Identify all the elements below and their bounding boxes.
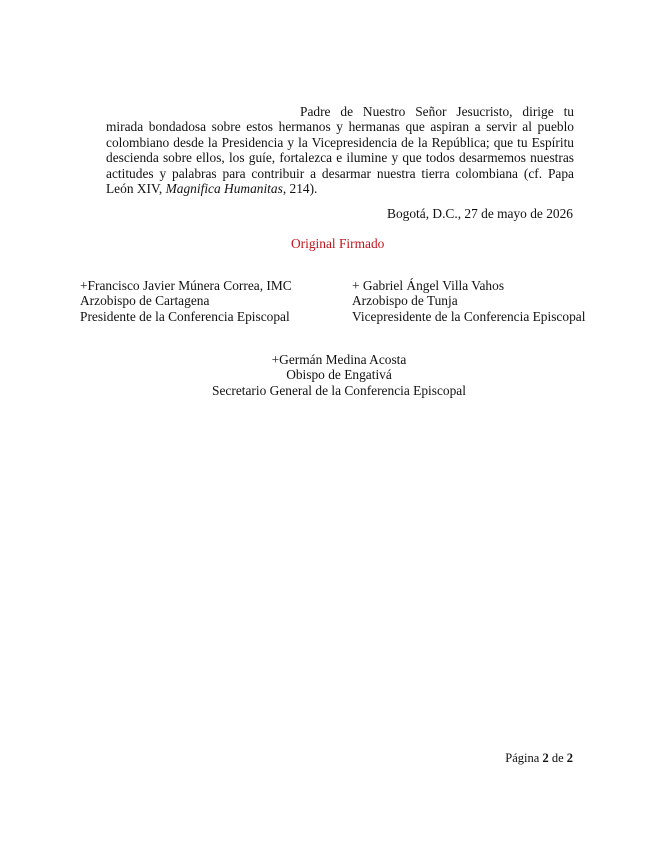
page-number [505,750,573,766]
signatory-name: +Germán Medina Acosta [271,352,407,367]
signatory-name: +Francisco Javier Múnera Correa, IMC [80,278,292,293]
page-number-total: 2 [566,751,573,765]
signatory-secretary-general [0,352,651,398]
prayer-body: mirada bondadosa sobre estos hermanos y hermanas que aspiran a servir al pueblo colombiano desde la Presidencia y la Vicepresidencia de la República; que tu Espíritu descienda sobre ellos, los guíe, fortalezca e ilumine y que todos desarmemos nuestras actitudes y palabras para contribuir a desarmar nuestra tierra colombiana (cf. Papa León XIV, [106,119,574,197]
signatory-president [80,278,292,324]
page-number-middle: de [548,751,567,765]
signatory-title: Arzobispo de Cartagena [80,293,210,309]
signatory-role: Vicepresidente de la Conferencia Episcopal [352,308,586,324]
page-number-prefix: Página [505,751,543,765]
original-signed-label: Original Firmado [291,236,385,251]
signatory-role: Secretario General de la Conferencia Episcopal [212,382,466,398]
date-line: Bogotá, D.C., 27 de mayo de 2026 [387,206,573,221]
prayer-italic-title: Magnifica Humanitas [165,181,283,197]
signatory-title: Arzobispo de Tunja [352,293,458,309]
page-number-current: 2 [542,751,549,765]
prayer-body-end: , 214). [282,181,318,197]
signatory-role: Presidente de la Conferencia Episcopal [80,308,290,324]
prayer-first-line: Padre de Nuestro Señor Jesucristo, dirige tu [300,104,574,119]
signatory-name: + Gabriel Ángel Villa Vahos [352,278,505,293]
signatory-title: Obispo de Engativá [286,367,392,383]
signatory-vicepresident [352,278,585,324]
prayer-paragraph [106,104,574,196]
